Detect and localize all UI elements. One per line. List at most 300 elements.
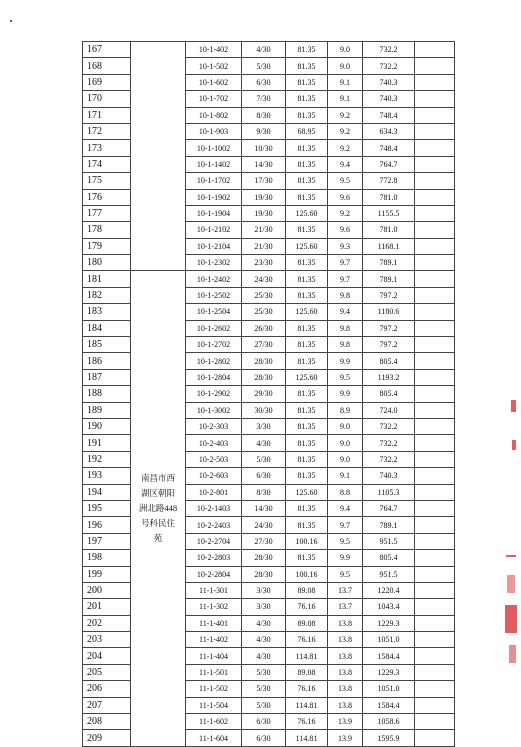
- floor: 19/30: [242, 189, 286, 205]
- unit-number: 10-1-2804: [186, 369, 242, 385]
- amount: 732.2: [363, 42, 415, 58]
- unit-number: 10-1-2802: [186, 353, 242, 369]
- unit-price: 9.1: [328, 74, 363, 90]
- area: 81.35: [286, 107, 328, 123]
- unit-number: 10-1-2402: [186, 271, 242, 287]
- row-number: 193: [83, 468, 131, 484]
- unit-number: 10-1-2504: [186, 304, 242, 320]
- row-number: 179: [83, 238, 131, 254]
- remarks-cell: [415, 484, 455, 500]
- amount: 1595.9: [363, 730, 415, 746]
- unit-price: 13.8: [328, 681, 363, 697]
- speck: [10, 20, 12, 22]
- unit-price: 9.0: [328, 451, 363, 467]
- unit-price: 8.8: [328, 484, 363, 500]
- row-number: 192: [83, 451, 131, 467]
- unit-number: 10-1-1702: [186, 173, 242, 189]
- remarks-cell: [415, 123, 455, 139]
- row-number: 174: [83, 156, 131, 172]
- amount: 1584.4: [363, 697, 415, 713]
- unit-number: 10-1-903: [186, 123, 242, 139]
- unit-number: 10-2-503: [186, 451, 242, 467]
- unit-price: 9.0: [328, 435, 363, 451]
- unit-number: 10-1-502: [186, 58, 242, 74]
- unit-price: 8.9: [328, 402, 363, 418]
- floor: 4/30: [242, 42, 286, 58]
- area: 81.35: [286, 140, 328, 156]
- amount: 634.3: [363, 123, 415, 139]
- remarks-cell: [415, 632, 455, 648]
- row-number: 178: [83, 222, 131, 238]
- area: 81.35: [286, 517, 328, 533]
- amount: 740.3: [363, 468, 415, 484]
- remarks-cell: [415, 91, 455, 107]
- amount: 732.2: [363, 418, 415, 434]
- row-number: 197: [83, 533, 131, 549]
- row-number: 171: [83, 107, 131, 123]
- floor: 7/30: [242, 91, 286, 107]
- remarks-cell: [415, 140, 455, 156]
- area: 81.35: [286, 418, 328, 434]
- unit-price: 9.2: [328, 205, 363, 221]
- unit-price: 9.1: [328, 468, 363, 484]
- area: 114.81: [286, 697, 328, 713]
- floor: 14/30: [242, 156, 286, 172]
- unit-price: 9.2: [328, 107, 363, 123]
- area: 100.16: [286, 566, 328, 582]
- area: 81.35: [286, 255, 328, 271]
- amount: 781.0: [363, 189, 415, 205]
- unit-price: 9.6: [328, 222, 363, 238]
- amount: 748.4: [363, 140, 415, 156]
- area: 81.35: [286, 320, 328, 336]
- floor: 14/30: [242, 500, 286, 516]
- unit-price: 9.0: [328, 418, 363, 434]
- amount: 772.8: [363, 173, 415, 189]
- unit-price: 9.3: [328, 238, 363, 254]
- remarks-cell: [415, 730, 455, 746]
- amount: 1229.3: [363, 664, 415, 680]
- area: 81.35: [286, 353, 328, 369]
- unit-number: 10-1-1902: [186, 189, 242, 205]
- row-number: 208: [83, 714, 131, 730]
- area: 81.35: [286, 435, 328, 451]
- amount: 1180.6: [363, 304, 415, 320]
- amount: 781.0: [363, 222, 415, 238]
- remarks-cell: [415, 566, 455, 582]
- unit-number: 10-1-2104: [186, 238, 242, 254]
- floor: 29/30: [242, 386, 286, 402]
- row-number: 206: [83, 681, 131, 697]
- area: 81.35: [286, 58, 328, 74]
- row-number: 188: [83, 386, 131, 402]
- unit-number: 10-2-603: [186, 468, 242, 484]
- area: 89.08: [286, 664, 328, 680]
- floor: 5/30: [242, 58, 286, 74]
- row-number: 175: [83, 173, 131, 189]
- area: 81.35: [286, 451, 328, 467]
- amount: 1220.4: [363, 582, 415, 598]
- area: 81.35: [286, 468, 328, 484]
- floor: 21/30: [242, 238, 286, 254]
- remarks-cell: [415, 337, 455, 353]
- unit-number: 10-1-802: [186, 107, 242, 123]
- unit-number: 10-2-801: [186, 484, 242, 500]
- amount: 1229.3: [363, 615, 415, 631]
- amount: 951.5: [363, 533, 415, 549]
- floor: 17/30: [242, 173, 286, 189]
- row-number: 173: [83, 140, 131, 156]
- unit-price: 9.2: [328, 123, 363, 139]
- unit-price: 9.4: [328, 304, 363, 320]
- row-number: 198: [83, 550, 131, 566]
- row-number: 202: [83, 615, 131, 631]
- row-number: 182: [83, 287, 131, 303]
- row-number: 185: [83, 337, 131, 353]
- floor: 25/30: [242, 304, 286, 320]
- unit-price: 13.9: [328, 730, 363, 746]
- unit-price: 9.5: [328, 566, 363, 582]
- address-cell: 南昌市西湖区朝阳洲北路448号科民住苑: [131, 271, 186, 746]
- amount: 797.2: [363, 337, 415, 353]
- unit-price: 9.5: [328, 533, 363, 549]
- row-number: 203: [83, 632, 131, 648]
- row-number: 167: [83, 42, 131, 58]
- floor: 5/30: [242, 697, 286, 713]
- unit-number: 10-1-2102: [186, 222, 242, 238]
- area: 81.35: [286, 189, 328, 205]
- floor: 21/30: [242, 222, 286, 238]
- area: 125.60: [286, 369, 328, 385]
- remarks-cell: [415, 681, 455, 697]
- remarks-cell: [415, 451, 455, 467]
- amount: 797.2: [363, 287, 415, 303]
- floor: 23/30: [242, 255, 286, 271]
- row-number: 172: [83, 123, 131, 139]
- unit-number: 10-1-1904: [186, 205, 242, 221]
- floor: 28/30: [242, 353, 286, 369]
- area: 81.35: [286, 402, 328, 418]
- area: 81.35: [286, 42, 328, 58]
- area: 125.60: [286, 304, 328, 320]
- floor: 6/30: [242, 468, 286, 484]
- remarks-cell: [415, 402, 455, 418]
- unit-price: 9.9: [328, 550, 363, 566]
- amount: 951.5: [363, 566, 415, 582]
- remarks-cell: [415, 435, 455, 451]
- stamp-mark: [506, 555, 516, 557]
- unit-price: 9.7: [328, 517, 363, 533]
- unit-price: 13.8: [328, 615, 363, 631]
- unit-price: 13.7: [328, 599, 363, 615]
- remarks-cell: [415, 582, 455, 598]
- area: 76.16: [286, 714, 328, 730]
- amount: 1043.4: [363, 599, 415, 615]
- floor: 5/30: [242, 451, 286, 467]
- remarks-cell: [415, 42, 455, 58]
- area: 81.35: [286, 173, 328, 189]
- table-row: [83, 42, 455, 58]
- amount: 764.7: [363, 500, 415, 516]
- unit-number: 10-1-2702: [186, 337, 242, 353]
- floor: 19/30: [242, 205, 286, 221]
- remarks-cell: [415, 255, 455, 271]
- remarks-cell: [415, 173, 455, 189]
- unit-price: 9.8: [328, 287, 363, 303]
- floor: 8/30: [242, 107, 286, 123]
- area: 81.35: [286, 386, 328, 402]
- row-number: 204: [83, 648, 131, 664]
- floor: 25/30: [242, 287, 286, 303]
- remarks-cell: [415, 222, 455, 238]
- row-number: 205: [83, 664, 131, 680]
- area: 125.60: [286, 484, 328, 500]
- floor: 5/30: [242, 681, 286, 697]
- row-number: 183: [83, 304, 131, 320]
- remarks-cell: [415, 517, 455, 533]
- row-number: 181: [83, 271, 131, 287]
- unit-price: 9.4: [328, 156, 363, 172]
- stamp-mark: [507, 575, 515, 593]
- row-number: 199: [83, 566, 131, 582]
- area: 81.35: [286, 74, 328, 90]
- remarks-cell: [415, 550, 455, 566]
- floor: 28/30: [242, 550, 286, 566]
- amount: 805.4: [363, 550, 415, 566]
- floor: 3/30: [242, 418, 286, 434]
- unit-price: 9.6: [328, 189, 363, 205]
- amount: 724.0: [363, 402, 415, 418]
- floor: 4/30: [242, 632, 286, 648]
- unit-price: 9.9: [328, 386, 363, 402]
- unit-price: 9.7: [328, 255, 363, 271]
- area: 81.35: [286, 337, 328, 353]
- unit-number: 10-1-402: [186, 42, 242, 58]
- amount: 1051.0: [363, 681, 415, 697]
- unit-price: 9.4: [328, 500, 363, 516]
- unit-price: 9.8: [328, 337, 363, 353]
- unit-price: 9.0: [328, 58, 363, 74]
- amount: 789.1: [363, 517, 415, 533]
- row-number: 200: [83, 582, 131, 598]
- unit-number: 11-1-502: [186, 681, 242, 697]
- floor: 3/30: [242, 599, 286, 615]
- amount: 764.7: [363, 156, 415, 172]
- remarks-cell: [415, 648, 455, 664]
- unit-number: 10-1-702: [186, 91, 242, 107]
- amount: 797.2: [363, 320, 415, 336]
- unit-number: 10-2-2803: [186, 550, 242, 566]
- floor: 4/30: [242, 435, 286, 451]
- remarks-cell: [415, 287, 455, 303]
- area: 81.35: [286, 287, 328, 303]
- stamp-mark: [509, 645, 516, 663]
- row-number: 180: [83, 255, 131, 271]
- remarks-cell: [415, 468, 455, 484]
- amount: 1105.3: [363, 484, 415, 500]
- unit-price: 9.0: [328, 42, 363, 58]
- floor: 24/30: [242, 271, 286, 287]
- row-number: 189: [83, 402, 131, 418]
- remarks-cell: [415, 369, 455, 385]
- floor: 6/30: [242, 730, 286, 746]
- row-number: 184: [83, 320, 131, 336]
- row-number: 169: [83, 74, 131, 90]
- area: 114.81: [286, 648, 328, 664]
- amount: 732.2: [363, 435, 415, 451]
- floor: 5/30: [242, 664, 286, 680]
- floor: 6/30: [242, 74, 286, 90]
- unit-number: 11-1-404: [186, 648, 242, 664]
- unit-number: 10-1-2602: [186, 320, 242, 336]
- remarks-cell: [415, 304, 455, 320]
- floor: 27/30: [242, 533, 286, 549]
- row-number: 168: [83, 58, 131, 74]
- area: 76.16: [286, 632, 328, 648]
- floor: 3/30: [242, 582, 286, 598]
- area: 81.35: [286, 271, 328, 287]
- unit-number: 10-1-602: [186, 74, 242, 90]
- amount: 789.1: [363, 271, 415, 287]
- unit-number: 10-1-2302: [186, 255, 242, 271]
- floor: 8/30: [242, 484, 286, 500]
- unit-price: 13.7: [328, 582, 363, 598]
- floor: 27/30: [242, 337, 286, 353]
- row-number: 209: [83, 730, 131, 746]
- amount: 1584.4: [363, 648, 415, 664]
- unit-price: 13.8: [328, 648, 363, 664]
- floor: 10/30: [242, 140, 286, 156]
- remarks-cell: [415, 189, 455, 205]
- stamp-mark: [505, 605, 517, 633]
- floor: 28/30: [242, 369, 286, 385]
- area: 114.81: [286, 730, 328, 746]
- amount: 1193.2: [363, 369, 415, 385]
- unit-number: 10-1-3002: [186, 402, 242, 418]
- area: 89.08: [286, 582, 328, 598]
- remarks-cell: [415, 418, 455, 434]
- unit-number: 11-1-301: [186, 582, 242, 598]
- remarks-cell: [415, 386, 455, 402]
- unit-number: 10-2-2804: [186, 566, 242, 582]
- floor: 4/30: [242, 648, 286, 664]
- amount: 1058.6: [363, 714, 415, 730]
- table-row: [83, 271, 455, 287]
- row-number: 196: [83, 517, 131, 533]
- unit-number: 10-2-2704: [186, 533, 242, 549]
- unit-number: 11-1-401: [186, 615, 242, 631]
- area: 89.08: [286, 615, 328, 631]
- row-number: 190: [83, 418, 131, 434]
- amount: 1155.5: [363, 205, 415, 221]
- unit-number: 10-1-1002: [186, 140, 242, 156]
- floor: 24/30: [242, 517, 286, 533]
- unit-number: 11-1-602: [186, 714, 242, 730]
- remarks-cell: [415, 533, 455, 549]
- area: 125.60: [286, 205, 328, 221]
- housing-table: [82, 41, 455, 747]
- remarks-cell: [415, 714, 455, 730]
- amount: 789.1: [363, 255, 415, 271]
- unit-number: 10-1-2902: [186, 386, 242, 402]
- remarks-cell: [415, 353, 455, 369]
- remarks-cell: [415, 615, 455, 631]
- row-number: 187: [83, 369, 131, 385]
- unit-number: 10-2-303: [186, 418, 242, 434]
- unit-number: 11-1-501: [186, 664, 242, 680]
- unit-number: 10-2-1403: [186, 500, 242, 516]
- unit-price: 9.9: [328, 353, 363, 369]
- row-number: 195: [83, 500, 131, 516]
- unit-number: 11-1-504: [186, 697, 242, 713]
- unit-number: 11-1-302: [186, 599, 242, 615]
- area: 81.35: [286, 156, 328, 172]
- amount: 740.3: [363, 74, 415, 90]
- unit-price: 9.5: [328, 173, 363, 189]
- amount: 740.3: [363, 91, 415, 107]
- row-number: 170: [83, 91, 131, 107]
- remarks-cell: [415, 107, 455, 123]
- remarks-cell: [415, 664, 455, 680]
- row-number: 177: [83, 205, 131, 221]
- stamp-mark: [512, 440, 516, 450]
- remarks-cell: [415, 697, 455, 713]
- remarks-cell: [415, 156, 455, 172]
- unit-price: 9.5: [328, 369, 363, 385]
- row-number: 201: [83, 599, 131, 615]
- floor: 26/30: [242, 320, 286, 336]
- row-number: 207: [83, 697, 131, 713]
- floor: 28/30: [242, 566, 286, 582]
- unit-number: 10-2-2403: [186, 517, 242, 533]
- unit-number: 10-2-403: [186, 435, 242, 451]
- area: 81.35: [286, 91, 328, 107]
- remarks-cell: [415, 58, 455, 74]
- area: 76.16: [286, 599, 328, 615]
- remarks-cell: [415, 599, 455, 615]
- unit-number: 10-1-1402: [186, 156, 242, 172]
- unit-price: 9.8: [328, 320, 363, 336]
- amount: 732.2: [363, 58, 415, 74]
- unit-number: 11-1-604: [186, 730, 242, 746]
- unit-price: 13.9: [328, 714, 363, 730]
- remarks-cell: [415, 74, 455, 90]
- floor: 4/30: [242, 615, 286, 631]
- unit-price: 9.1: [328, 91, 363, 107]
- row-number: 186: [83, 353, 131, 369]
- area: 125.60: [286, 238, 328, 254]
- remarks-cell: [415, 205, 455, 221]
- unit-price: 13.8: [328, 632, 363, 648]
- row-number: 176: [83, 189, 131, 205]
- amount: 1168.1: [363, 238, 415, 254]
- unit-number: 11-1-402: [186, 632, 242, 648]
- area: 81.35: [286, 550, 328, 566]
- unit-price: 13.8: [328, 697, 363, 713]
- floor: 30/30: [242, 402, 286, 418]
- amount: 805.4: [363, 386, 415, 402]
- remarks-cell: [415, 500, 455, 516]
- area: 100.16: [286, 533, 328, 549]
- unit-price: 13.8: [328, 664, 363, 680]
- remarks-cell: [415, 238, 455, 254]
- unit-price: 9.2: [328, 140, 363, 156]
- stamp-mark: [511, 400, 516, 412]
- row-number: 191: [83, 435, 131, 451]
- area: 76.16: [286, 681, 328, 697]
- amount: 732.2: [363, 451, 415, 467]
- amount: 805.4: [363, 353, 415, 369]
